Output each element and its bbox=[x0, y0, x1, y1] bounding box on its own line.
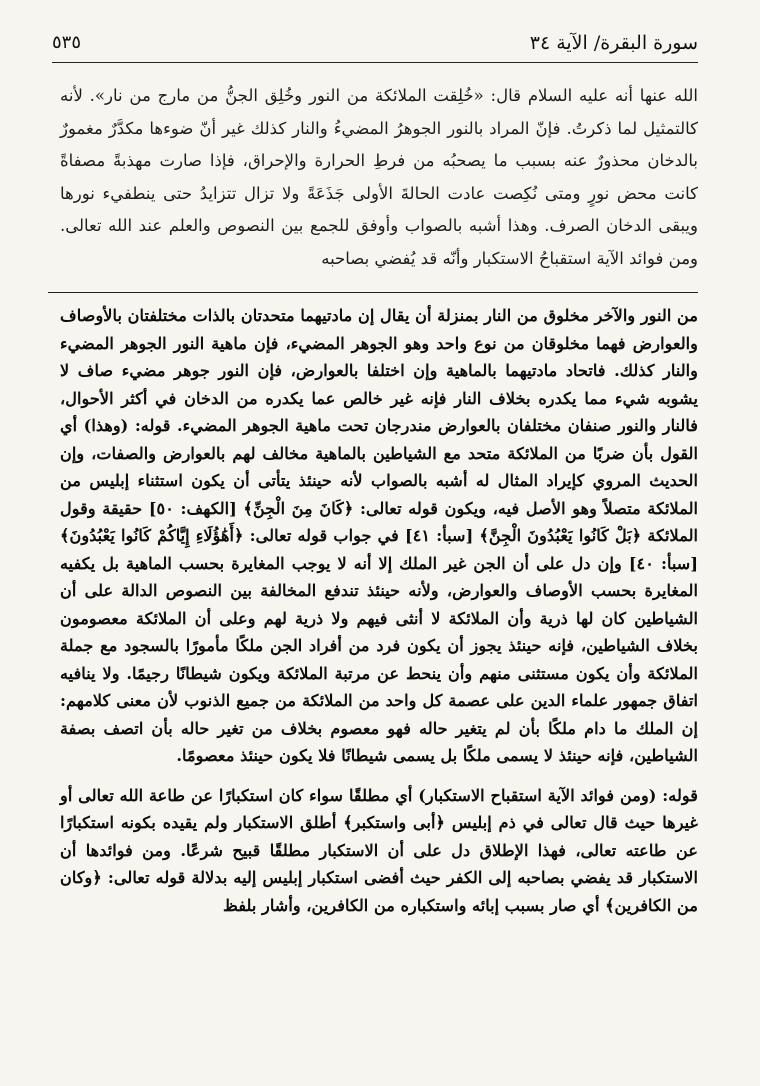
page-header bbox=[52, 28, 698, 63]
running-title: سورة البقرة/ الآية ٣٤ bbox=[529, 32, 698, 54]
page-number: ٥٣٥ bbox=[52, 32, 82, 53]
separator-line bbox=[48, 292, 698, 293]
main-text-paragraph: الله عنها أنه عليه السلام قال: «خُلِقت الملائكة من النور وخُلِق الجنُّ من مارج من نار». لأنه كالتمثيل لما ذكرتُ. فإنّ المراد بالنور الجوهرُ المضيءُ والنار كذلك غير أنّ ضوءها مكدَّرٌ مغمورٌ بالدخان محذورٌ عنه بسبب ما يصحبُه من فرطِ الحرارة والإحراق، فإذا صارت مهذبةً مصفاةً كانت محض نورٍ ومتى نُكِصت عادت الحالةَ الأولى جَذَعَةً ولا تزال تتزايدُ حتى ينطفيء نورها ويبقى الدخان الصرف. وهذا أشبه بالصواب وأوفق للجمع بين النصوص والعلم عند الله تعالى. ومن فوائد الآية استقباحُ الاستكبار وأنّه قد يُفضي بصاحبه bbox=[60, 86, 698, 268]
commentary-text bbox=[60, 302, 698, 919]
commentary-paragraph-2: قوله: (ومن فوائد الآية استقباح الاستكبار) أي مطلقًا سواء كان استكبارًا عن طاعة الله تعالى أو غيرها حيث قال تعالى في ذم إبليس ﴿أبى واستكبر﴾ أطلق الاستكبار ولم يقيده بكونه استكبارًا عن طاعته تعالى، فهذا الإطلاق دل على أن الاستكبار مطلقًا قبيح شرعًا. ومن فوائدها أن الاستكبار قد يفضي بصاحبه إلى الكفر حيث أفضى استكبار إبليس إليه بدلالة قوله تعالى: ﴿وكان من الكافرين﴾ أي صار بسبب إبائه واستكباره من الكافرين، وأشار بلفظ bbox=[60, 785, 698, 915]
commentary-paragraph-1: من النور والآخر مخلوق من النار بمنزلة أن يقال إن مادتيهما متحدتان بالذات مختلفتان بالأوصاف والعوارض فهما مخلوقان من نوع واحد وهو الجوهر المضيء، فإن ماهية النور الجوهر المضيء والنار كذلك. فاتحاد مادتيهما بالماهية وإن اختلفا بالعوارض، فإن النور جوهر مضيء صاف لا يشوبه شيء مما يكدره بخلاف النار فإنه غير خالص عما يكدره من الدخان في أكثر الأحوال، فالنار والنور صنفان مختلفان بالعوارض مندرجان تحت ماهية الجوهر المضيء. قوله: (وهذا) أي القول بأن ضربًا من الملائكة متحد مع الشياطين بالماهية مخالف لهم بالعوارض والصفات، وإن الحديث المروي كإيراد المثال له أشبه بالصواب لأنه حينئذ يتأتى أن يكون استثناء إبليس من الملائكة متصلاً وهو الأصل فيه، ويكون قوله تعالى: ﴿كَانَ مِنَ الْجِنِّ﴾ [الكهف: ٥٠] حقيقة وقول الملائكة ﴿بَلْ كَانُوا يَعْبُدُونَ الْجِنَّ﴾ [سبأ: ٤١] في جواب قوله تعالى: ﴿أَهَٰؤُلَاءِ إِيَّاكُمْ كَانُوا يَعْبُدُونَ﴾ [سبأ: ٤٠] وإن دل على أن الجن غير الملك إلا أنه لا يوجب المغايرة بحسب الماهية بل يكفيه المغايرة بحسب الأوصاف والعوارض، ولأنه حينئذ تندفع المخالفة بين النصوص الدالة على أن الشياطين كان لها ذرية وأن الملائكة لا أنثى فيهم ولا ذرية لهم وعلى أن الملائكة معصومون بخلاف الشياطين، فإنه حينئذ يجوز أن يكون فرد من أفراد الجن ملكًا مأمورًا بالسجود مع جملة الملائكة وأن يكون مستثنى منهم وأن ينحط عن مرتبة الملائكة ويكون شيطانًا رجيمًا. ولا ينافيه اتفاق جمهور علماء الدين على عصمة كل واحد من الملائكة من جميع الذنوب لأن معنى كلامهم: إن الملك ما دام ملكًا بأن لم يتغير حاله فهو معصوم بخلاف من تغير حاله بأن اتصف بصفة الشياطين، فإنه حينئذ لا يسمى ملكًا بل يسمى شيطانًا فلا يكون حينئذ معصومًا. bbox=[60, 306, 698, 765]
main-text bbox=[60, 80, 698, 280]
